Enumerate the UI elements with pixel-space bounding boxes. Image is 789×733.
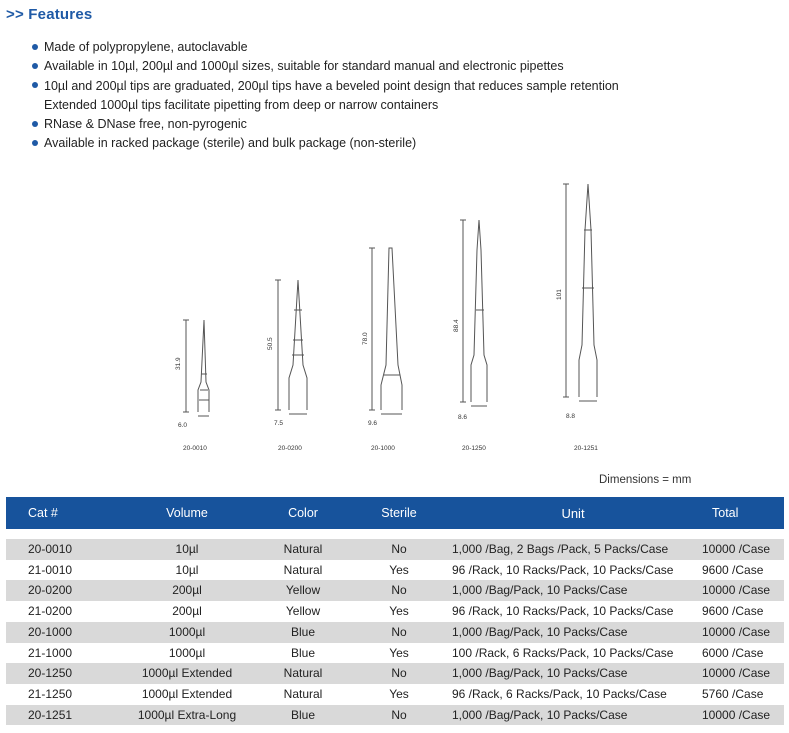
feature-item: Available in racked package (sterile) and bulk package (non-sterile) (32, 134, 619, 153)
header-sterile: Sterile (381, 506, 417, 520)
features-heading: >> Features (6, 6, 93, 23)
tip-width-20-1000: 9.6 (368, 420, 378, 427)
tip-height-20-1250: 88.4 (453, 319, 460, 332)
cell-cat: 21-1250 (28, 686, 73, 701)
table-row (6, 622, 784, 643)
cell-volume: 10µl (175, 562, 199, 577)
tip-height-20-1000: 78.0 (362, 332, 369, 345)
bullet-icon (32, 140, 38, 146)
product-table (6, 497, 784, 725)
cell-volume: 200µl (172, 604, 202, 619)
cell-cat: 21-0200 (28, 604, 73, 619)
table-row (6, 580, 784, 601)
table-row (6, 601, 784, 622)
cell-color: Blue (290, 707, 316, 722)
cell-color: Yellow (285, 604, 321, 619)
tip-code-20-1251: 20-1251 (574, 445, 598, 452)
table-row (6, 560, 784, 581)
cell-volume: 1000µl (168, 645, 206, 660)
tip-code-20-1250: 20-1250 (462, 445, 486, 452)
feature-item: Made of polypropylene, autoclavable (32, 38, 619, 57)
tip-code-20-0200: 20-0200 (278, 445, 302, 452)
cell-volume: 1000µl (168, 624, 206, 639)
cell-color: Blue (290, 645, 316, 660)
tip-drawing-20-1250 (460, 220, 487, 406)
table-row (6, 705, 784, 726)
feature-item-continued: Extended 1000µl tips facilitate pipetting from deep or narrow containers (44, 97, 439, 112)
cell-unit: 1,000 /Bag/Pack, 10 Packs/Case (452, 583, 628, 598)
cell-sterile: Yes (389, 604, 409, 619)
bullet-icon (32, 82, 38, 88)
header-total: Total (712, 506, 739, 520)
table-row (6, 663, 784, 684)
cell-color: Blue (290, 624, 316, 639)
cell-total: 9600 /Case (702, 604, 764, 619)
tip-height-20-0010: 31.9 (175, 357, 182, 370)
cell-sterile: Yes (389, 645, 409, 660)
tip-drawing-20-1251 (563, 184, 597, 401)
tip-drawing-20-0010 (183, 320, 209, 416)
tip-width-20-0200: 7.5 (274, 420, 284, 427)
cell-volume: 1000µl Extended (141, 666, 233, 681)
tip-width-20-1250: 8.6 (458, 414, 468, 421)
cell-color: Natural (283, 686, 323, 701)
cell-volume: 200µl (172, 583, 202, 598)
cell-unit: 96 /Rack, 10 Racks/Pack, 10 Packs/Case (452, 604, 674, 619)
header-unit: Unit (561, 505, 585, 521)
header-color: Color (288, 506, 318, 520)
cell-unit: 1,000 /Bag/Pack, 10 Packs/Case (452, 666, 628, 681)
cell-volume: 10µl (175, 542, 199, 556)
cell-total: 10000 /Case (702, 666, 771, 681)
cell-sterile: No (391, 583, 407, 598)
cell-color: Natural (283, 542, 323, 556)
cell-unit: 1,000 /Bag, 2 Bags /Pack, 5 Packs/Case (452, 542, 669, 556)
cell-color: Natural (283, 562, 323, 577)
cell-cat: 20-1000 (28, 624, 73, 639)
cell-unit: 96 /Rack, 6 Racks/Pack, 10 Packs/Case (452, 686, 667, 701)
table-row (6, 539, 784, 560)
cell-cat: 20-0010 (28, 542, 73, 556)
cell-cat: 21-0010 (28, 562, 73, 577)
tip-code-20-0010: 20-0010 (183, 445, 207, 452)
tip-drawing-20-0200 (275, 280, 307, 414)
feature-item: RNase & DNase free, non-pyrogenic (32, 115, 619, 134)
header-volume: Volume (166, 506, 208, 520)
header-cat: Cat # (28, 506, 58, 520)
cell-total: 6000 /Case (702, 645, 764, 660)
table-row (6, 684, 784, 705)
cell-sterile: No (391, 666, 407, 681)
cell-color: Natural (283, 666, 323, 681)
cell-unit: 96 /Rack, 10 Racks/Pack, 10 Packs/Case (452, 562, 674, 577)
cell-unit: 1,000 /Bag/Pack, 10 Packs/Case (452, 707, 628, 722)
cell-cat: 20-0200 (28, 583, 73, 598)
cell-unit: 100 /Rack, 6 Racks/Pack, 10 Packs/Case (452, 645, 674, 660)
cell-cat: 20-1251 (28, 707, 73, 722)
tip-height-20-0200: 50.5 (267, 337, 274, 350)
tip-height-20-1251: 101 (556, 289, 563, 300)
features-list (32, 38, 619, 154)
cell-unit: 1,000 /Bag/Pack, 10 Packs/Case (452, 624, 628, 639)
bullet-icon (32, 63, 38, 69)
cell-cat: 20-1250 (28, 666, 73, 681)
cell-sterile: No (391, 707, 407, 722)
dimensions-note: Dimensions = mm (599, 474, 692, 486)
cell-color: Yellow (285, 583, 321, 598)
cell-total: 10000 /Case (702, 542, 771, 556)
cell-total: 10000 /Case (702, 707, 771, 722)
cell-total: 9600 /Case (702, 562, 764, 577)
feature-item: Available in 10µl, 200µl and 1000µl sizes, suitable for standard manual and electronic pipettes (32, 57, 619, 76)
cell-sterile: Yes (389, 686, 409, 701)
table-header-row (6, 497, 784, 529)
table-row (6, 643, 784, 664)
feature-item: 10µl and 200µl tips are graduated, 200µl tips have a beveled point design that reduces sample retention (32, 77, 619, 96)
bullet-icon (32, 44, 38, 50)
tip-width-20-1251: 8.8 (566, 413, 576, 420)
tip-code-20-1000: 20-1000 (371, 445, 395, 452)
cell-sterile: No (391, 542, 407, 556)
cell-sterile: No (391, 624, 407, 639)
cell-sterile: Yes (389, 562, 409, 577)
tip-drawing-20-1000 (369, 248, 402, 414)
pipette-tips-diagram (0, 160, 789, 470)
cell-volume: 1000µl Extended (141, 686, 233, 701)
cell-total: 10000 /Case (702, 624, 771, 639)
cell-cat: 21-1000 (28, 645, 73, 660)
cell-total: 10000 /Case (702, 583, 771, 598)
cell-total: 5760 /Case (702, 686, 764, 701)
bullet-icon (32, 121, 38, 127)
tip-width-20-0010: 6.0 (178, 422, 188, 429)
cell-volume: 1000µl Extra-Long (137, 707, 237, 722)
